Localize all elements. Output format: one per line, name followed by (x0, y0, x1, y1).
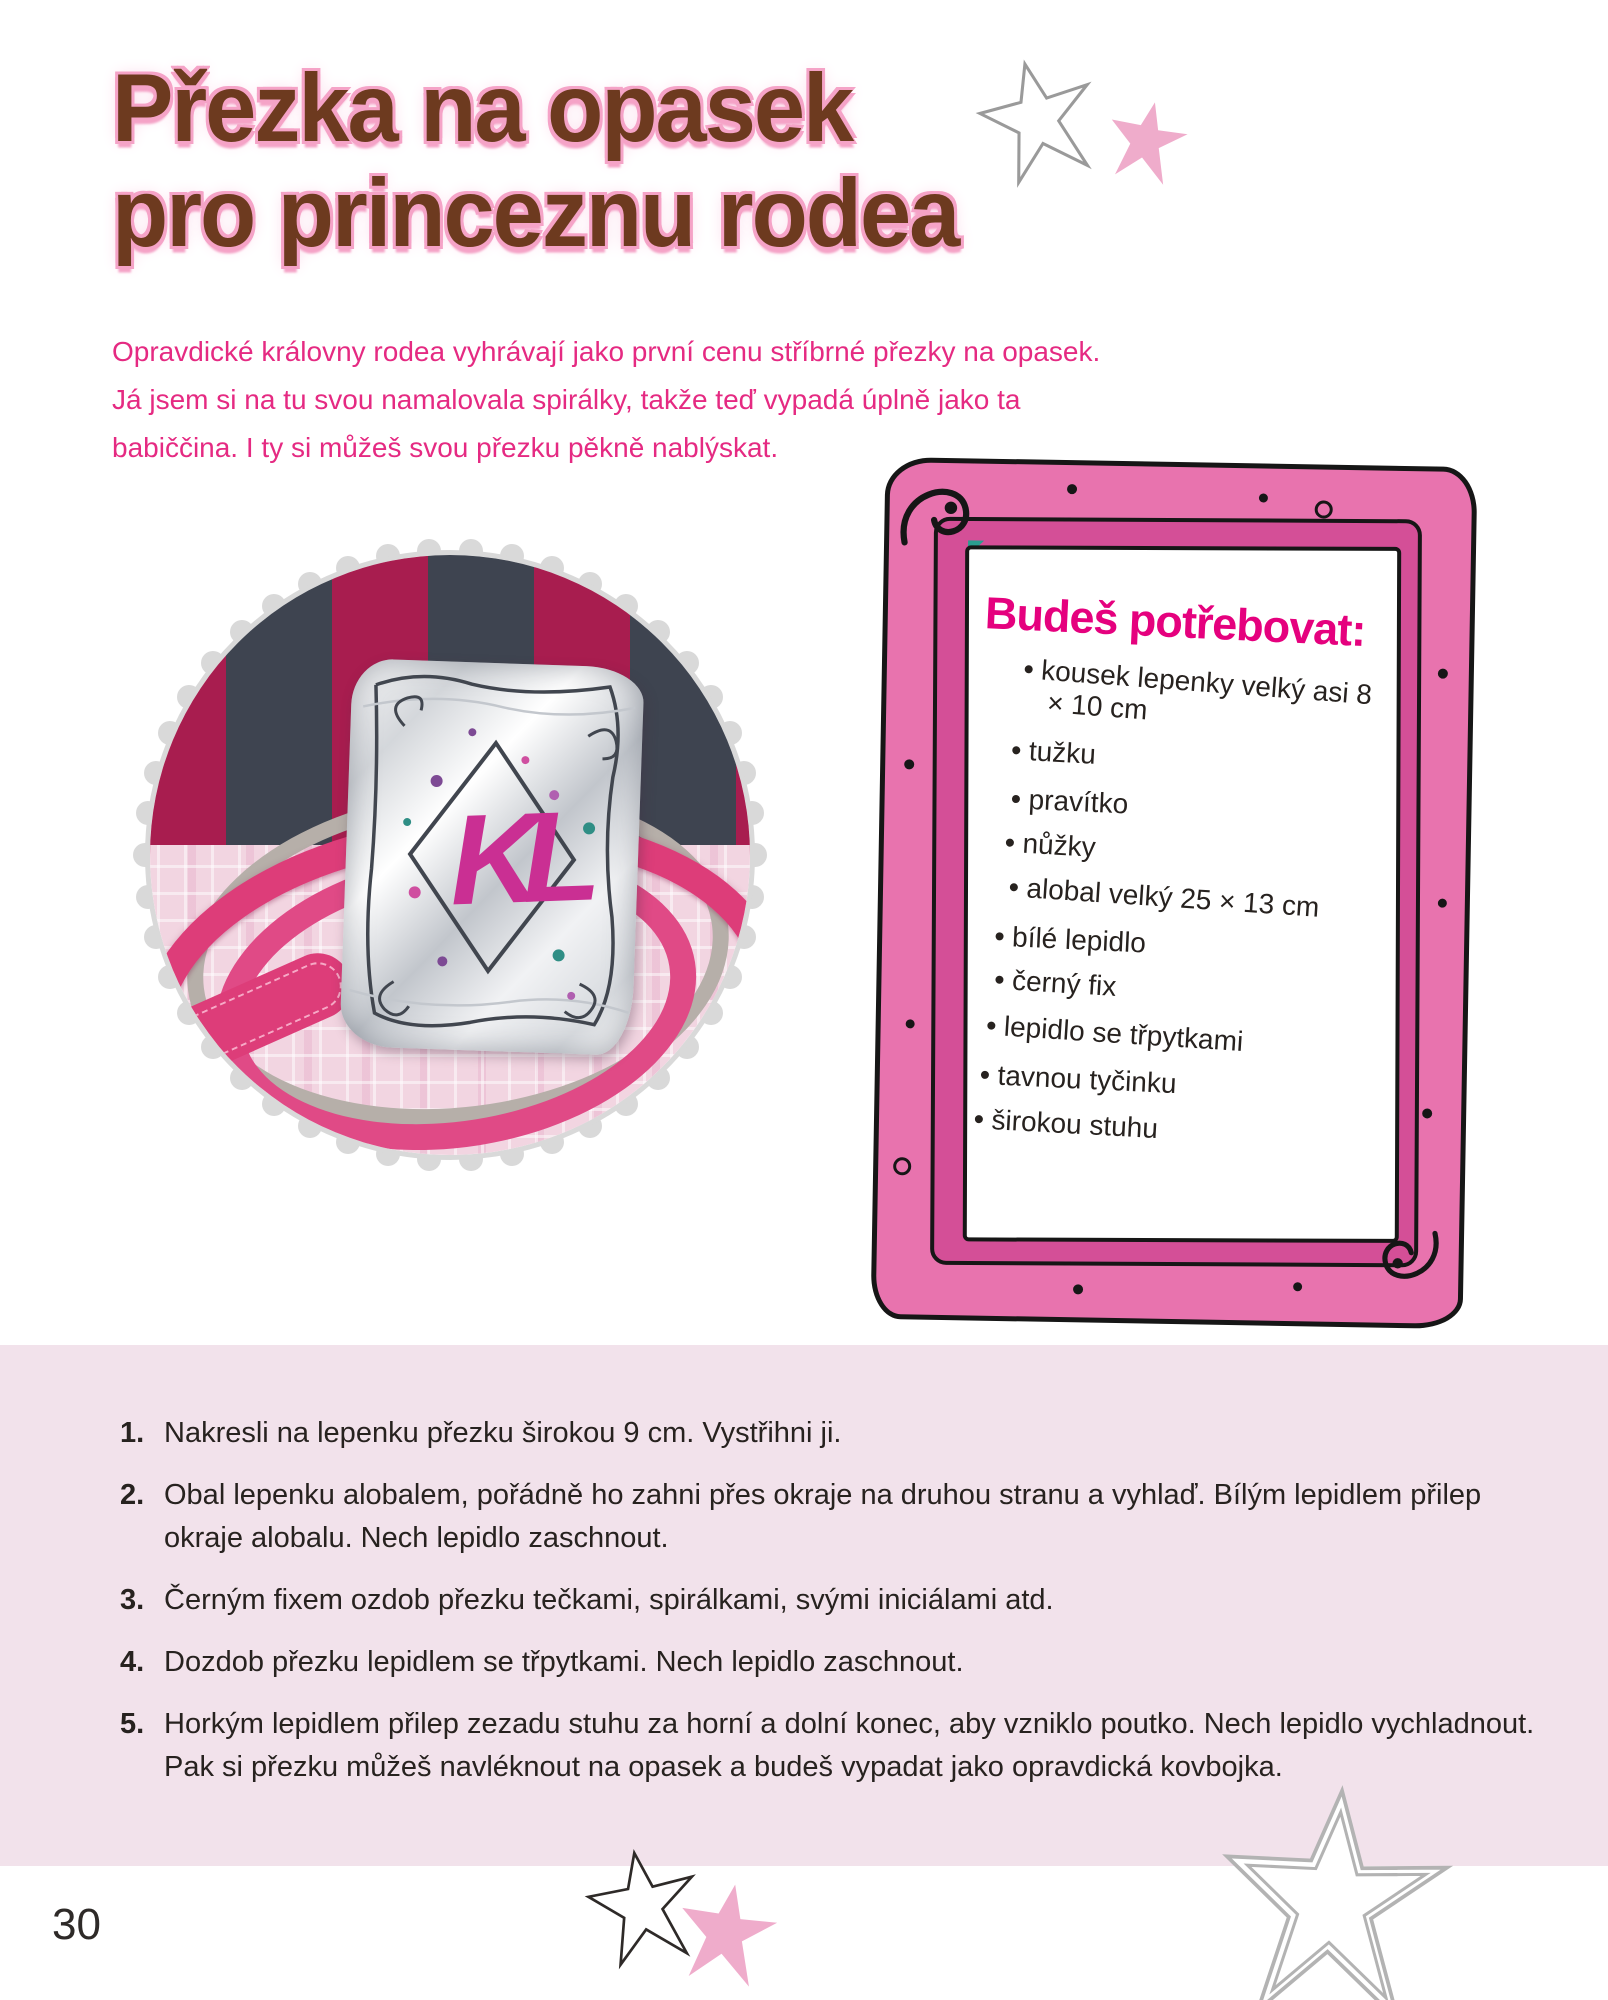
step-text: Černým fixem ozdob přezku tečkami, spirálkami, svými iniciálami atd. (164, 1584, 1054, 1616)
instruction-step (120, 1412, 1556, 1455)
materials-list-item: • širokou stuhu (999, 1104, 1370, 1156)
intro-line: Já jsem si na tu svou namalovala spirálky, takže teď vypadá úplně jako ta (112, 384, 1021, 415)
materials-list-item: • tužku (1036, 736, 1387, 788)
materials-list-item: • nůžky (1030, 828, 1383, 880)
intro-line: Opravdické královny rodea vyhrávají jako první cenu stříbrné přezky na opasek. (112, 336, 1101, 367)
materials-panel (963, 545, 1401, 1243)
materials-list-item: • tavnou tyčinku (1005, 1060, 1372, 1109)
page-title (112, 56, 958, 266)
materials-list-item: • lepidlo se třpytkami (1011, 1011, 1374, 1066)
materials-list-item: • pravítko (1036, 784, 1385, 833)
materials-list-item: • černý fix (1020, 966, 1377, 1020)
step-number: 3. (120, 1584, 145, 1616)
buckle-initials: KL (447, 784, 583, 933)
materials-list-item: • kousek lepenky velký asi 8 × 10 cm (1046, 655, 1380, 744)
step-number: 4. (120, 1646, 145, 1678)
step-number: 1. (120, 1417, 145, 1449)
foil-buckle (339, 658, 644, 1056)
intro-line: babiččina. I ty si můžeš svou přezku pěkně nablýskat. (112, 432, 779, 463)
instruction-step (120, 1641, 1556, 1684)
step-text: Horkým lepidlem přilep zezadu stuhu za horní a dolní konec, aby vzniklo poutko. Nech lepidlo vychladnout. Pak si přezku můžeš navléknout na opasek a budeš vypadat jako opravdická kovbojka. (164, 1708, 1535, 1783)
materials-list (970, 654, 1391, 1169)
instructions-list (120, 1412, 1556, 1808)
materials-list-item: • bílé lepidlo (1020, 922, 1379, 971)
photo-circle (145, 550, 755, 1160)
step-text: Obal lepenku alobalem, pořádně ho zahni přes okraje na druhou stranu a vyhlaď. Bílým lepidlem přilep okraje alobalu. Nech lepidlo zaschnout. (164, 1479, 1482, 1554)
instruction-step (120, 1579, 1556, 1622)
outline-star-icon (969, 49, 1109, 189)
belt-buckle-photo (140, 545, 760, 1165)
instruction-step (120, 1703, 1556, 1789)
instruction-step (120, 1474, 1556, 1560)
page-title-line2: pro princeznu rodea (112, 159, 959, 268)
double-outline-star-icon (1206, 1774, 1463, 2000)
page-title-line1: Přezka na opasek (112, 54, 853, 163)
step-number: 5. (120, 1708, 145, 1740)
materials-frame (871, 457, 1478, 1329)
intro-paragraph (112, 328, 1100, 472)
pink-star-icon (667, 1873, 788, 1994)
step-text: Dozdob přezku lepidlem se třpytkami. Nech lepidlo zaschnout. (164, 1646, 964, 1678)
materials-heading: Budeš potřebovat: (983, 587, 1367, 657)
pink-star-icon (1097, 91, 1196, 190)
step-text: Nakresli na lepenku přezku širokou 9 cm. Vystřihni ji. (164, 1417, 842, 1449)
materials-list-item: • alobal velký 25 × 13 cm (1034, 873, 1381, 928)
step-number: 2. (120, 1479, 145, 1511)
page-number: 30 (52, 1900, 101, 1949)
